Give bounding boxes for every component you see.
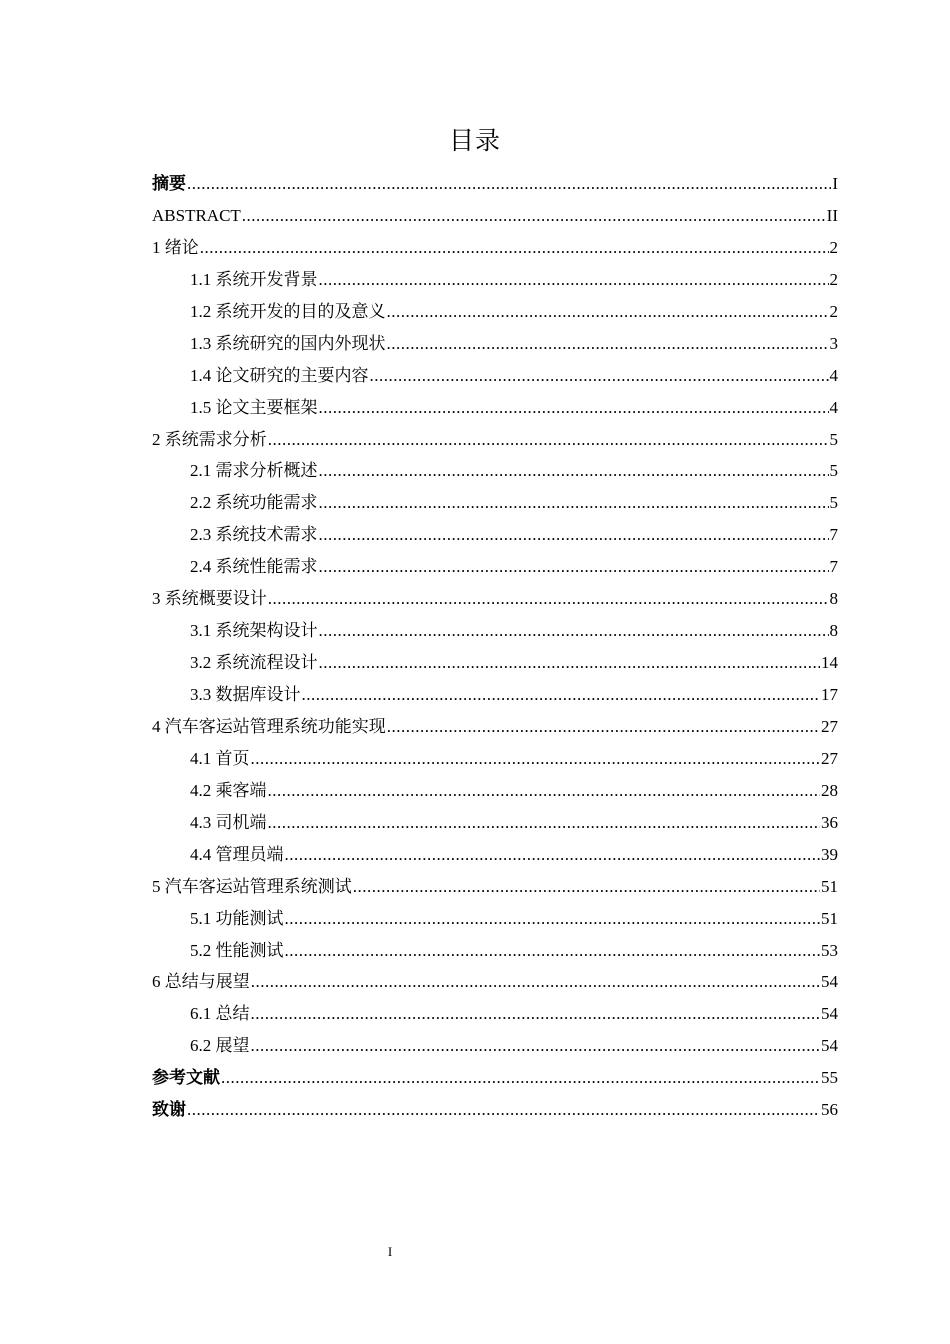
toc-entry[interactable] bbox=[152, 1062, 838, 1094]
toc-entry[interactable] bbox=[152, 264, 838, 296]
toc-entry-page: 54 bbox=[821, 1036, 838, 1056]
toc-entry-label: 参考文献 bbox=[152, 1068, 220, 1088]
toc-entry-page: 17 bbox=[821, 685, 838, 704]
dot-leader bbox=[251, 1030, 821, 1062]
toc-entry-label: 4 汽车客运站管理系统功能实现 bbox=[152, 716, 386, 736]
toc-entry-label: 1.3 系统研究的国内外现状 bbox=[190, 333, 386, 353]
toc-entry[interactable] bbox=[152, 743, 838, 775]
toc-entry-label: 6 总结与展望 bbox=[152, 972, 250, 992]
toc-entry-label: 2.2 系统功能需求 bbox=[190, 493, 318, 513]
toc-entry[interactable] bbox=[152, 903, 838, 935]
toc-entry-page: 54 bbox=[821, 1004, 838, 1024]
toc-entry-page: 28 bbox=[821, 780, 838, 800]
dot-leader bbox=[285, 935, 821, 967]
toc-entry[interactable] bbox=[152, 711, 838, 743]
toc-entry-label: 5 汽车客运站管理系统测试 bbox=[152, 876, 352, 896]
toc-entry-page: 27 bbox=[821, 716, 838, 736]
toc-entry[interactable] bbox=[152, 551, 838, 583]
toc-entry-label: 3.1 系统架构设计 bbox=[190, 621, 318, 641]
toc-entry-label: 4.2 乘客端 bbox=[190, 780, 267, 800]
dot-leader bbox=[187, 1094, 820, 1126]
dot-leader bbox=[285, 903, 821, 935]
toc-entry-page: 4 bbox=[829, 365, 838, 385]
toc-entry-label: 1.1 系统开发背景 bbox=[190, 269, 318, 289]
toc-entry-page: 7 bbox=[829, 525, 838, 545]
toc-entry[interactable] bbox=[152, 935, 838, 967]
toc-entry-label: 2.1 需求分析概述 bbox=[190, 461, 318, 481]
toc-entry[interactable] bbox=[152, 615, 838, 647]
toc-entry-page: 53 bbox=[821, 940, 838, 960]
toc-entry-page: 2 bbox=[829, 301, 838, 321]
toc-entry-label: 2.3 系统技术需求 bbox=[190, 525, 318, 545]
toc-entry[interactable] bbox=[152, 679, 838, 711]
toc-entry-label: 3.3 数据库设计 bbox=[190, 685, 301, 704]
dot-leader bbox=[268, 424, 829, 456]
table-of-contents bbox=[152, 168, 838, 1126]
toc-entry-page: 3 bbox=[829, 333, 838, 353]
toc-entry[interactable] bbox=[152, 328, 838, 360]
toc-entry-page: 7 bbox=[829, 557, 838, 577]
dot-leader bbox=[387, 328, 829, 360]
toc-entry[interactable] bbox=[152, 296, 838, 328]
dot-leader bbox=[268, 583, 829, 615]
dot-leader bbox=[319, 264, 829, 296]
dot-leader bbox=[370, 360, 829, 392]
toc-entry-page: 51 bbox=[821, 908, 838, 928]
toc-entry-page: 56 bbox=[821, 1100, 838, 1120]
toc-entry-label: 4.4 管理员端 bbox=[190, 844, 284, 864]
dot-leader bbox=[353, 871, 820, 903]
dot-leader bbox=[200, 232, 829, 264]
dot-leader bbox=[302, 679, 821, 711]
toc-entry[interactable] bbox=[152, 1094, 838, 1126]
toc-entry[interactable] bbox=[152, 392, 838, 424]
toc-entry[interactable] bbox=[152, 424, 838, 456]
toc-entry-page: 14 bbox=[821, 653, 838, 673]
toc-entry-label: 摘要 bbox=[152, 174, 186, 193]
toc-entry-page: 2 bbox=[829, 237, 838, 257]
toc-entry-page: II bbox=[826, 205, 838, 225]
toc-entry-page: 39 bbox=[821, 844, 838, 864]
toc-entry-page: I bbox=[832, 174, 838, 193]
toc-entry-label: 1.5 论文主要框架 bbox=[190, 397, 318, 417]
toc-entry-page: 54 bbox=[821, 972, 838, 992]
toc-entry[interactable] bbox=[152, 519, 838, 551]
dot-leader bbox=[319, 647, 821, 679]
toc-entry[interactable] bbox=[152, 807, 838, 839]
toc-entry-label: 4.1 首页 bbox=[190, 748, 250, 768]
toc-entry-page: 51 bbox=[821, 876, 838, 896]
toc-entry-label: 致谢 bbox=[152, 1100, 186, 1120]
toc-entry-page: 36 bbox=[821, 812, 838, 832]
toc-entry-page: 5 bbox=[829, 493, 838, 513]
toc-entry[interactable] bbox=[152, 998, 838, 1030]
toc-entry-page: 2 bbox=[829, 269, 838, 289]
toc-entry[interactable] bbox=[152, 583, 838, 615]
toc-entry-label: 6.2 展望 bbox=[190, 1036, 250, 1056]
dot-leader bbox=[251, 998, 821, 1030]
dot-leader bbox=[387, 711, 820, 743]
dot-leader bbox=[319, 487, 829, 519]
toc-entry[interactable] bbox=[152, 168, 838, 200]
toc-entry-label: 2 系统需求分析 bbox=[152, 429, 267, 449]
toc-entry[interactable] bbox=[152, 647, 838, 679]
dot-leader bbox=[187, 168, 831, 200]
dot-leader bbox=[221, 1062, 820, 1094]
toc-entry[interactable] bbox=[152, 1030, 838, 1062]
toc-entry-page: 4 bbox=[829, 397, 838, 417]
dot-leader bbox=[319, 455, 829, 487]
toc-entry-label: ABSTRACT bbox=[152, 205, 241, 225]
dot-leader bbox=[251, 966, 820, 998]
toc-entry[interactable] bbox=[152, 871, 838, 903]
toc-entry[interactable] bbox=[152, 839, 838, 871]
toc-entry-page: 8 bbox=[829, 621, 838, 641]
toc-entry-label: 6.1 总结 bbox=[190, 1004, 250, 1024]
toc-entry[interactable] bbox=[152, 775, 838, 807]
toc-entry-label: 1.4 论文研究的主要内容 bbox=[190, 365, 369, 385]
dot-leader bbox=[268, 807, 821, 839]
dot-leader bbox=[387, 296, 829, 328]
toc-entry-label: 3 系统概要设计 bbox=[152, 589, 267, 609]
toc-entry-page: 5 bbox=[829, 429, 838, 449]
toc-entry[interactable] bbox=[152, 360, 838, 392]
toc-entry-label: 1 绪论 bbox=[152, 237, 199, 257]
toc-entry[interactable] bbox=[152, 966, 838, 998]
toc-entry-label: 1.2 系统开发的目的及意义 bbox=[190, 301, 386, 321]
dot-leader bbox=[319, 519, 829, 551]
toc-entry-page: 5 bbox=[829, 461, 838, 481]
toc-entry[interactable] bbox=[152, 200, 838, 232]
dot-leader bbox=[268, 775, 821, 807]
toc-entry-label: 5.1 功能测试 bbox=[190, 908, 284, 928]
toc-entry-label: 3.2 系统流程设计 bbox=[190, 653, 318, 673]
dot-leader bbox=[285, 839, 821, 871]
dot-leader bbox=[319, 551, 829, 583]
toc-entry[interactable] bbox=[152, 232, 838, 264]
toc-entry[interactable] bbox=[152, 455, 838, 487]
toc-entry-page: 55 bbox=[821, 1068, 838, 1088]
page-title: 目录 bbox=[448, 126, 501, 155]
toc-entry-label: 4.3 司机端 bbox=[190, 812, 267, 832]
toc-entry[interactable] bbox=[152, 487, 838, 519]
dot-leader bbox=[319, 392, 829, 424]
toc-entry-page: 8 bbox=[829, 589, 838, 609]
toc-entry-page: 27 bbox=[821, 748, 838, 768]
dot-leader bbox=[251, 743, 821, 775]
dot-leader bbox=[242, 200, 826, 232]
dot-leader bbox=[319, 615, 829, 647]
toc-entry-label: 2.4 系统性能需求 bbox=[190, 557, 318, 577]
toc-entry-label: 5.2 性能测试 bbox=[190, 940, 284, 960]
page-number-footer: I bbox=[387, 1244, 393, 1259]
